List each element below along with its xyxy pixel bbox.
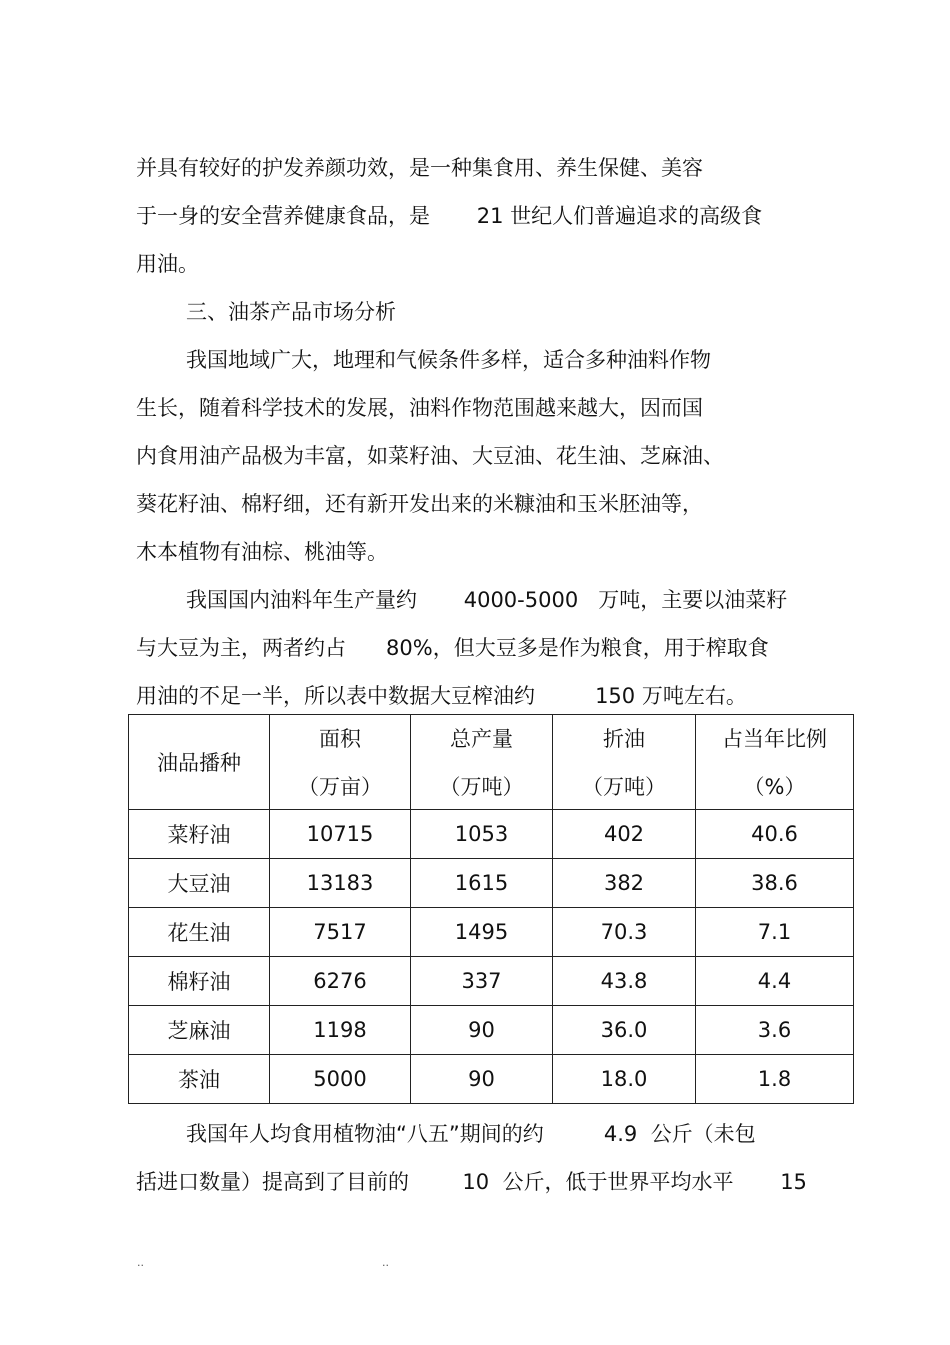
header-area-unit: （万亩） [298, 775, 382, 799]
header-crop-label: 油品播种 [157, 751, 241, 775]
paragraph-1-line-1: 并具有较好的护发养颜功效，是一种集食用、养生保健、美容 [136, 156, 703, 180]
cell-share: 7.1 [696, 908, 854, 957]
cell-crop: 大豆油 [129, 859, 270, 908]
cell-area: 10715 [270, 810, 411, 859]
table-row [129, 1055, 854, 1104]
cell-share: 4.4 [696, 957, 854, 1006]
header-area-label: 面积 [319, 727, 361, 751]
cell-share: 40.6 [696, 810, 854, 859]
cell-oil: 402 [553, 810, 696, 859]
cell-crop: 棉籽油 [129, 957, 270, 1006]
cell-oil: 18.0 [553, 1055, 696, 1104]
cell-output: 337 [411, 957, 553, 1006]
paragraph-4-line-2: 括进口数量）提高到了目前的 10 公斤，低于世界平均水平 15 [136, 1170, 807, 1194]
cell-area: 1198 [270, 1006, 411, 1055]
table-row [129, 908, 854, 957]
cell-oil: 382 [553, 859, 696, 908]
cell-output: 90 [411, 1055, 553, 1104]
cell-area: 5000 [270, 1055, 411, 1104]
header-share-label: 占当年比例 [722, 727, 827, 751]
paragraph-3-line-1: 我国国内油料年生产量约 4000-5000 万吨，主要以油菜籽 [186, 588, 788, 612]
cell-oil: 43.8 [553, 957, 696, 1006]
cell-crop: 花生油 [129, 908, 270, 957]
cell-share: 1.8 [696, 1055, 854, 1104]
cell-output: 1495 [411, 908, 553, 957]
header-oil [553, 715, 696, 810]
cell-crop: 芝麻油 [129, 1006, 270, 1055]
cell-crop: 菜籽油 [129, 810, 270, 859]
cell-crop: 茶油 [129, 1055, 270, 1104]
paragraph-1-line-3: 用油。 [136, 252, 199, 276]
section-heading: 三、油茶产品市场分析 [186, 300, 396, 324]
table-row [129, 957, 854, 1006]
header-output-unit: （万吨） [439, 775, 524, 799]
cell-area: 13183 [270, 859, 411, 908]
paragraph-2-line-4: 葵花籽油、棉籽细，还有新开发出来的米糠油和玉米胚油等， [136, 492, 703, 516]
footer-mark-right: .. [382, 1256, 389, 1269]
paragraph-2-line-3: 内食用油产品极为丰富，如菜籽油、大豆油、花生油、芝麻油、 [136, 444, 724, 468]
table-header-row [129, 715, 854, 810]
cell-area: 7517 [270, 908, 411, 957]
cell-oil: 70.3 [553, 908, 696, 957]
oil-production-table [128, 714, 854, 1104]
paragraph-2-line-1: 我国地域广大，地理和气候条件多样，适合多种油料作物 [186, 348, 711, 372]
cell-share: 3.6 [696, 1006, 854, 1055]
header-oil-unit: （万吨） [582, 775, 666, 799]
cell-share: 38.6 [696, 859, 854, 908]
header-share [696, 715, 854, 810]
header-output-label: 总产量 [450, 727, 513, 751]
paragraph-3-line-3: 用油的不足一半，所以表中数据大豆榨油约 150 万吨左右。 [136, 684, 747, 708]
header-area [270, 715, 411, 810]
header-share-unit: （%） [743, 775, 806, 799]
paragraph-3-line-2: 与大豆为主，两者约占 80%，但大豆多是作为粮食，用于榨取食 [136, 636, 769, 660]
paragraph-2-line-2: 生长，随着科学技术的发展，油料作物范围越来越大，因而国 [136, 396, 703, 420]
cell-oil: 36.0 [553, 1006, 696, 1055]
header-output [411, 715, 553, 810]
paragraph-4-line-1: 我国年人均食用植物油“八五”期间的约 4.9 公斤（未包 [186, 1122, 756, 1146]
header-oil-label: 折油 [603, 727, 645, 751]
cell-output: 90 [411, 1006, 553, 1055]
paragraph-2-line-5: 木本植物有油棕、桃油等。 [136, 540, 388, 564]
cell-area: 6276 [270, 957, 411, 1006]
table-row [129, 810, 854, 859]
cell-output: 1053 [411, 810, 553, 859]
table-row [129, 859, 854, 908]
header-crop [129, 715, 270, 810]
paragraph-1-line-2: 于一身的安全营养健康食品，是 21 世纪人们普遍追求的高级食 [136, 204, 763, 228]
table-row [129, 1006, 854, 1055]
footer-mark-left: .. [137, 1256, 144, 1269]
cell-output: 1615 [411, 859, 553, 908]
